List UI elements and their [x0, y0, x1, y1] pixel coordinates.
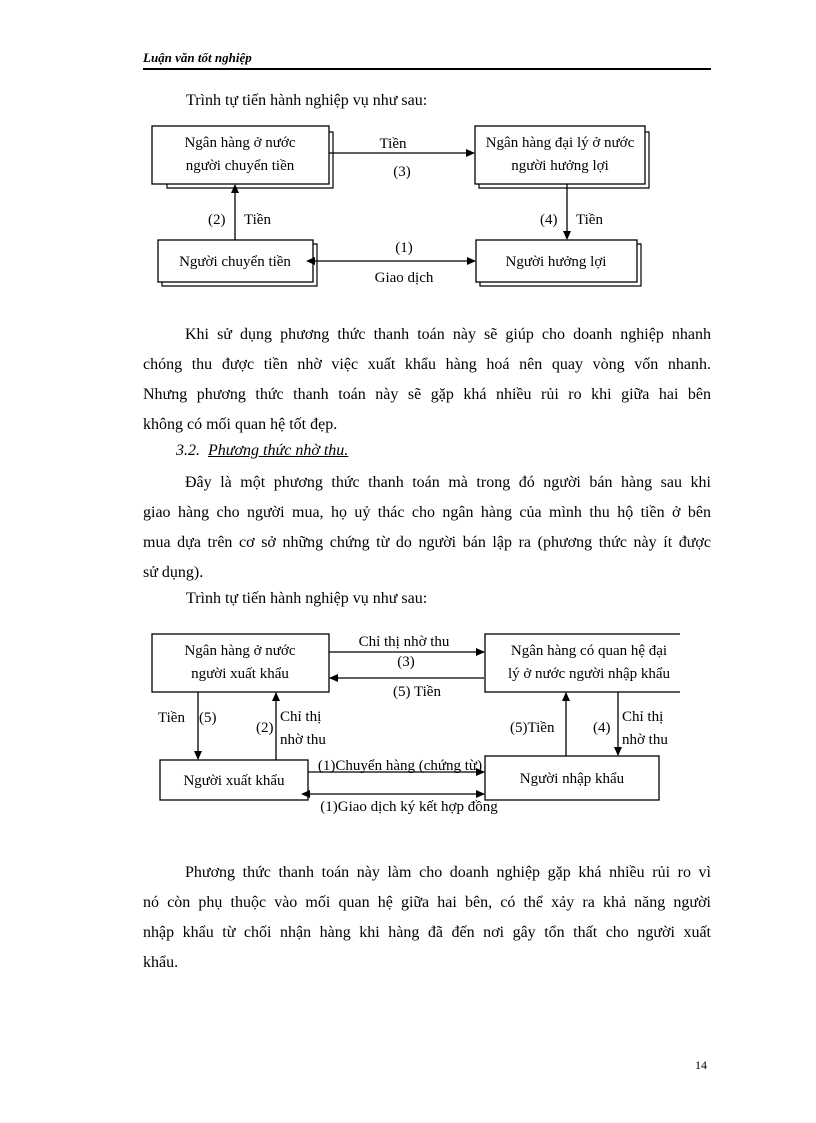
shipment-label: (1)Chuyển hàng (chứng từ) [317, 758, 483, 774]
para3-line3: nhập khẩu từ chối nhận hàng khi hàng đã đến nơi gây tổn thất cho người xuất [143, 924, 711, 941]
paragraph-collection-description [143, 468, 711, 588]
para3-line1: Phương thức thanh toán này làm cho doanh nghiệp gặp khá nhiều rủi ro vì [185, 864, 711, 881]
left-label: Tiền [244, 212, 271, 228]
bottom-step: (1) [395, 240, 413, 256]
para1-line4: không có mối quan hệ tốt đẹp. [143, 416, 338, 433]
exporter-bank-line1: Ngân hàng ở nước [184, 643, 296, 659]
agent-bank-line1: Ngân hàng đại lý ở nước [485, 135, 635, 151]
exporter-label: Người xuất khẩu [183, 773, 285, 789]
para2-line3: mua dựa trên cơ sở những chứng từ do người bán lập ra (phương thức này ít được [143, 534, 711, 551]
right-step: (4) [593, 720, 611, 736]
para3-line4: khẩu. [143, 954, 179, 971]
collection-diagram [140, 626, 680, 821]
left-label-line1: Chỉ thị [280, 709, 322, 725]
section-heading [176, 442, 348, 460]
contract-label: (1)Giao dịch ký kết hợp đồng [320, 799, 498, 815]
para3-line2: nó còn phụ thuộc vào mối quan hệ giữa hai bên, có thể xảy ra khả năng người [143, 894, 711, 911]
left-money-step: (5) [199, 710, 217, 726]
top-label: Tiền [379, 136, 407, 152]
exporter-bank-line2: người xuất khẩu [191, 666, 289, 682]
page-number: 14 [695, 1058, 707, 1072]
header-rule [143, 68, 711, 70]
right-step: (4) [540, 212, 558, 228]
right-label-line2: nhờ thu [622, 732, 668, 748]
running-header: Luận văn tốt nghiệp [143, 50, 252, 65]
section-number: 3.2. [176, 442, 200, 459]
beneficiary-label: Người hưởng lợi [505, 254, 607, 270]
para2-line4: sử dụng). [143, 564, 204, 581]
procedure-intro-2: Trình tự tiến hành nghiệp vụ như sau: [186, 590, 428, 607]
left-step: (2) [208, 212, 226, 228]
left-money: Tiền [158, 710, 185, 726]
right-label: Tiền [576, 212, 603, 228]
para1-line1: Khi sử dụng phương thức thanh toán này sẽ giúp cho doanh nghiệp nhanh [185, 326, 711, 343]
return-label: (5) Tiền [393, 684, 441, 700]
right-label-line1: Chỉ thị [622, 709, 664, 725]
importer-bank-line2: lý ở nước người nhập khẩu [507, 666, 671, 682]
left-label-line2: nhờ thu [280, 732, 326, 748]
remitting-bank-line2: người chuyển tiền [185, 158, 295, 174]
left-step: (2) [256, 720, 274, 736]
top-step: (3) [397, 654, 415, 670]
para1-line2: chóng thu được tiền nhờ việc xuất khẩu hàng hoá nên quay vòng vốn nhanh. [143, 356, 711, 373]
remitting-bank-line1: Ngân hàng ở nước [184, 135, 296, 151]
top-step: (3) [393, 164, 411, 180]
para2-line1: Đây là một phương thức thanh toán mà trong đó người bán hàng sau khi [185, 474, 711, 491]
importer-label: Người nhập khẩu [519, 771, 625, 787]
remittance-diagram [140, 118, 660, 298]
procedure-intro-1: Trình tự tiến hành nghiệp vụ như sau: [186, 92, 428, 109]
paragraph-collection-note [143, 858, 711, 978]
remitter-label: Người chuyển tiền [179, 254, 291, 270]
right-money: (5)Tiền [510, 720, 555, 736]
section-title: Phương thức nhờ thu. [208, 442, 349, 459]
paragraph-remittance-note [143, 320, 711, 440]
top-label: Chỉ thị nhờ thu [358, 634, 450, 650]
para2-line2: giao hàng cho người mua, họ uỷ thác cho ngân hàng của mình thu hộ tiền ở bên [143, 504, 711, 521]
agent-bank-line2: người hưởng lợi [511, 158, 609, 174]
para1-line3: Nhưng phương thức thanh toán này sẽ gặp khá nhiều rủi ro khi giữa hai bên [143, 386, 711, 403]
bottom-label: Giao dịch [374, 270, 434, 286]
importer-bank-line1: Ngân hàng có quan hệ đại [510, 643, 668, 659]
